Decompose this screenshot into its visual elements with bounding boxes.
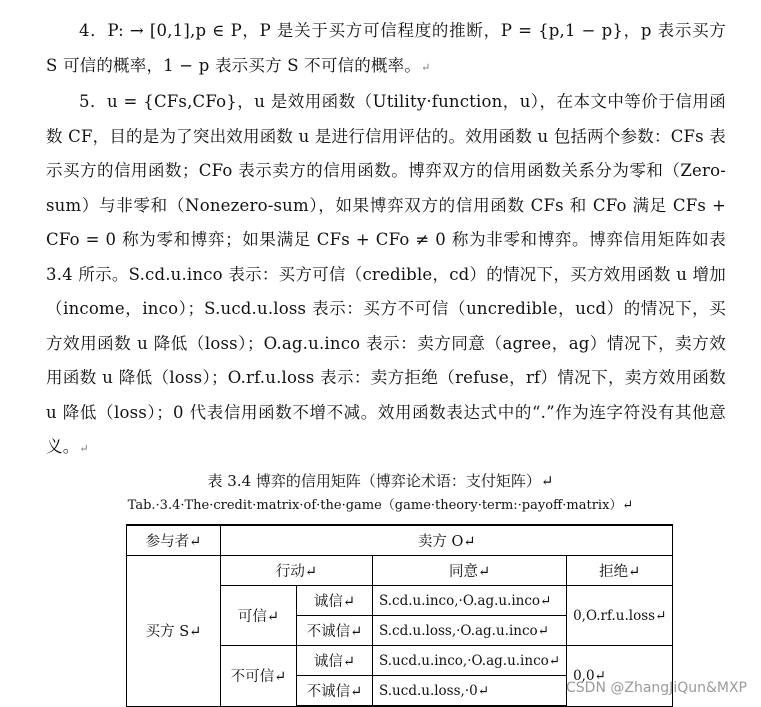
table-caption-cn: 表 3.4 博弈的信用矩阵（博弈论术语：支付矩阵）↵ xyxy=(207,472,554,490)
paragraph-4-text: 4．P: → [0,1],p ∈ P，P 是关于买方可信程度的推断，P = {p,1 − p}，p 表示买方 S 可信的概率，1 − p 表示买方 S 不可信的概率。 xyxy=(46,21,726,75)
cell-credible-honest-agree: S.cd.u.inco,·O.ag.u.inco↵ xyxy=(373,586,567,616)
not-credible-label: 不可信↵ xyxy=(221,646,297,707)
cell-credible-refuse: 0,O.rf.u.loss↵ xyxy=(567,586,673,646)
dishonest-label: 不诚信↵ xyxy=(297,676,373,707)
cell-uncredible-refuse: 0,0↵ xyxy=(567,646,673,707)
honest-label: 诚信↵ xyxy=(297,646,373,676)
paragraph-5 xyxy=(46,85,726,467)
honest-label: 诚信↵ xyxy=(297,586,373,616)
table-caption-en: Tab.·3.4·The·credit·matrix·of·the·game（game·theory·term:·payoff·matrix）↵ xyxy=(127,498,634,513)
paragraph-5-text: 5．u = {CFs,CFo}，u 是效用函数（Utility·function，u），在本文中等价于信用函数 CF，目的是为了突出效用函数 u 是进行信用评估的。效用函数 u 包括两个参数：CFs 表示买方的信用函数；CFo 表示卖方的信用函数。博弈双方的信用函数关系分为零和（Zero-sum）与非零和（Nonezero-sum），如果博弈双方的信用函数 CFs 和 CFo 满足 CFs + CFo = 0 称为零和博弈；如果满足 CFs + CFo ≠ 0 称为非零和博弈。博弈信用矩阵如表 3.4 所示。S.cd.u.inco 表示：买方可信（credible，cd）的情况下，买方效用函数 u 增加（income，inco）；S.ucd.u.loss 表示：买方不可信（uncredible，ucd）的情况下，买方效用函数 u 降低（loss）；O.ag.u.inco 表示：卖方同意（agree，ag）情况下，卖方效用函数 u 降低（loss）；O.rf.u.loss 表示：卖方拒绝（refuse，rf）情况下，卖方效用函数 u 降低（loss）；0 代表信用函数不增不减。效用函数表达式中的“.”作为连字符没有其他意义。 xyxy=(46,92,726,456)
participant-header: 参与者↵ xyxy=(127,525,221,556)
buyer-header: 买方 S↵ xyxy=(127,556,221,707)
cell-credible-dishonest-agree: S.cd.u.loss,·O.ag.u.inco↵ xyxy=(373,616,567,646)
dishonest-label: 不诚信↵ xyxy=(297,616,373,646)
refuse-header: 拒绝↵ xyxy=(567,556,673,586)
agree-header: 同意↵ xyxy=(373,556,567,586)
paragraph-mark: ↵ xyxy=(421,60,431,74)
cell-uncredible-dishonest-agree: S.ucd.u.loss,·0↵ xyxy=(373,676,567,707)
paragraph-mark: ↵ xyxy=(79,442,89,455)
seller-header: 卖方 O↵ xyxy=(221,525,673,556)
csdn-watermark: CSDN @ZhangJiQun&MXP xyxy=(566,680,747,696)
cell-uncredible-honest-agree: S.ucd.u.inco,·O.ag.u.inco↵ xyxy=(373,646,567,676)
action-header: 行动↵ xyxy=(221,556,373,586)
paragraph-4 xyxy=(46,14,726,85)
credible-label: 可信↵ xyxy=(221,586,297,646)
